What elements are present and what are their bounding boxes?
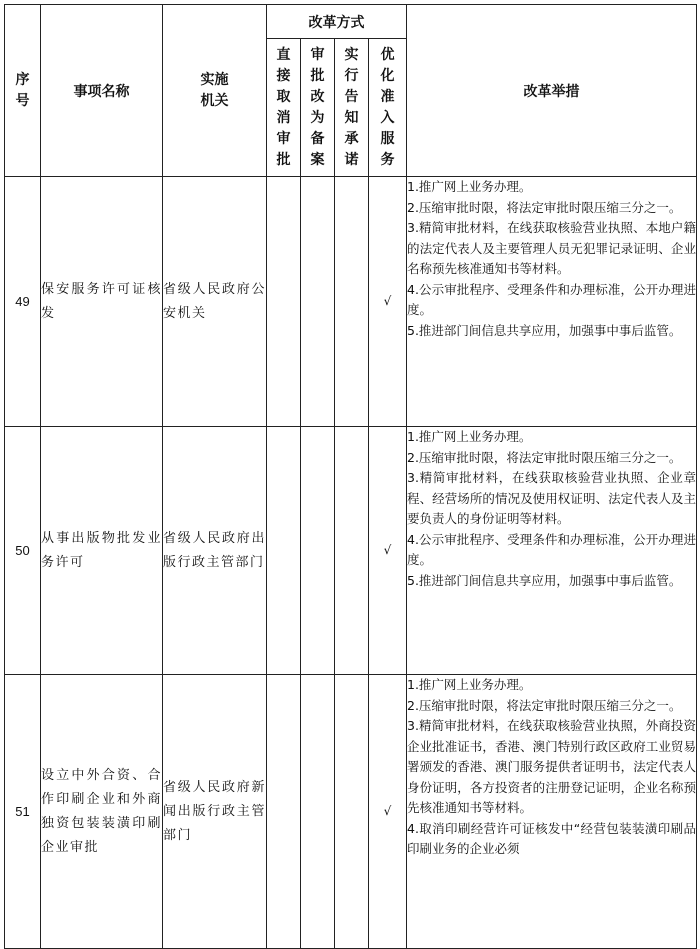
row-mode-cancel [267, 177, 301, 427]
measure-item: 4.公示审批程序、受理条件和办理标准，公开办理进度。 [407, 531, 696, 567]
check-mark: √ [383, 543, 392, 557]
header-seq: 序号 [5, 5, 41, 177]
row-measures [407, 427, 697, 675]
row-mode-filing [301, 427, 335, 675]
header-mode-cancel: 直接取消审批 [267, 39, 301, 177]
row-mode-optimize [369, 177, 407, 427]
row-mode-optimize [369, 427, 407, 675]
row-mode-commitment [335, 427, 369, 675]
row-measures [407, 177, 697, 427]
row-mode-filing [301, 177, 335, 427]
measure-item: 2.压缩审批时限，将法定审批时限压缩三分之一。 [407, 449, 682, 465]
row-mode-cancel [267, 427, 301, 675]
measure-item: 4.取消印刷经营许可证核发中“经营包装装潢印刷品印刷业务的企业必须 [407, 820, 696, 856]
header-mode-filing: 审批改为备案 [301, 39, 335, 177]
row-mode-commitment [335, 177, 369, 427]
measure-item: 3.精简审批材料，在线获取核验营业执照、本地户籍的法定代表人及主要管理人员无犯罪记录证明、企业名称预先核准通知书等材料。 [407, 220, 696, 276]
measure-item: 5.推进部门间信息共享应用，加强事中事后监管。 [407, 322, 682, 338]
row-mode-optimize [369, 675, 407, 949]
header-mode-commitment: 实行告知承诺 [335, 39, 369, 177]
measure-item: 2.压缩审批时限，将法定审批时限压缩三分之一。 [407, 199, 682, 215]
header-measures: 改革举措 [407, 5, 697, 177]
row-seq: 50 [5, 427, 41, 675]
measure-item: 1.推广网上业务办理。 [407, 429, 532, 444]
row-mode-commitment [335, 675, 369, 949]
row-agency: 省级人民政府新闻出版行政主管部门 [163, 675, 267, 949]
table-row [5, 675, 697, 949]
measure-item: 1.推广网上业务办理。 [407, 179, 532, 194]
check-mark: √ [383, 804, 392, 818]
measure-item: 2.压缩审批时限，将法定审批时限压缩三分之一。 [407, 697, 682, 713]
row-item-name: 保安服务许可证核发 [41, 177, 163, 427]
row-seq: 51 [5, 675, 41, 949]
row-agency: 省级人民政府公安机关 [163, 177, 267, 427]
header-mode-optimize: 优化准入服务 [369, 39, 407, 177]
reform-table [4, 4, 697, 949]
table-row [5, 177, 697, 427]
row-seq: 49 [5, 177, 41, 427]
header-reform-mode: 改革方式 [267, 5, 407, 39]
measure-item: 1.推广网上业务办理。 [407, 677, 532, 692]
header-agency: 实施机关 [163, 5, 267, 177]
header-item-name: 事项名称 [41, 5, 163, 177]
row-mode-filing [301, 675, 335, 949]
row-mode-cancel [267, 675, 301, 949]
measure-item: 3.精简审批材料，在线获取核验营业执照，外商投资企业批准证书，香港、澳门特别行政区政府工业贸易署颁发的香港、澳门服务提供者证明书，法定代表人身份证明，各方投资者的注册登记证明，企业名称预先核准通知书等材料。 [407, 718, 696, 815]
table-row [5, 427, 697, 675]
row-measures [407, 675, 697, 949]
row-item-name: 从事出版物批发业务许可 [41, 427, 163, 675]
row-agency: 省级人民政府出版行政主管部门 [163, 427, 267, 675]
header-row-top [5, 5, 697, 39]
measure-item: 4.公示审批程序、受理条件和办理标准，公开办理进度。 [407, 281, 696, 317]
measure-item: 5.推进部门间信息共享应用，加强事中事后监管。 [407, 572, 682, 588]
row-item-name: 设立中外合资、合作印刷企业和外商独资包装装潢印刷企业审批 [41, 675, 163, 949]
measure-item: 3.精简审批材料，在线获取核验营业执照、企业章程、经营场所的情况及使用权证明、法定代表人及主要负责人的身份证明等材料。 [407, 470, 696, 526]
check-mark: √ [383, 294, 392, 308]
